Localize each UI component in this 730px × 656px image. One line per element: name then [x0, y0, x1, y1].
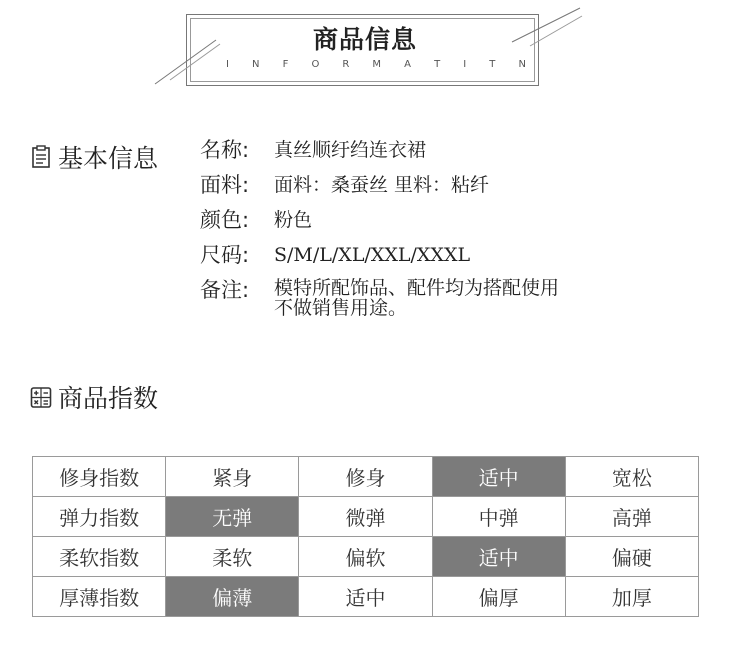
info-label: 颜色:: [200, 208, 250, 232]
section-product-index-heading: [30, 379, 158, 415]
note-line-2: 不做销售用途。: [274, 297, 408, 319]
index-option: 偏厚: [432, 577, 565, 617]
index-option: 适中: [299, 577, 432, 617]
info-label: 面料:: [200, 173, 250, 197]
subtitle-letter: N: [518, 59, 526, 70]
subtitle-letter: M: [372, 59, 382, 70]
index-option-selected: 偏薄: [166, 577, 299, 617]
subtitle-letter: I: [463, 59, 467, 70]
page-subtitle: [226, 59, 526, 70]
info-row-name: [200, 138, 640, 162]
info-value: [274, 278, 559, 318]
info-value: 真丝顺纡绉连衣裙: [274, 139, 427, 161]
info-value: 面料：桑蚕丝 里料：粘纤: [274, 174, 490, 196]
subtitle-letter: F: [282, 59, 289, 70]
index-option: 加厚: [565, 577, 698, 617]
index-option: 修身: [299, 457, 432, 497]
index-option: 偏软: [299, 537, 432, 577]
table-row: [33, 497, 699, 537]
index-option: 高弹: [565, 497, 698, 537]
note-line-1: 模特所配饰品、配件均为搭配使用: [274, 277, 560, 299]
info-value: 粉色: [274, 209, 313, 231]
info-label: 尺码:: [200, 243, 250, 267]
index-option-selected: 无弹: [166, 497, 299, 537]
subtitle-letter: T: [434, 59, 441, 70]
index-option-selected: 适中: [432, 537, 565, 577]
section-product-index-title: 商品指数: [58, 384, 159, 413]
product-index-table: [32, 456, 699, 617]
subtitle-letter: N: [252, 59, 260, 70]
page-title: 商品信息: [312, 25, 417, 54]
index-option: 中弹: [432, 497, 565, 537]
basic-info-list: [200, 138, 640, 329]
info-label: 名称:: [200, 138, 250, 162]
index-row-label: 修身指数: [33, 457, 166, 497]
subtitle-letter: R: [342, 59, 350, 70]
index-option: 偏硬: [565, 537, 698, 577]
table-row: [33, 537, 699, 577]
index-option: 宽松: [565, 457, 698, 497]
index-row-label: 弹力指数: [33, 497, 166, 537]
subtitle-letter: I: [226, 59, 229, 70]
index-row-label: 柔软指数: [33, 537, 166, 577]
info-row-fabric: [200, 173, 640, 197]
info-row-note: [200, 278, 640, 318]
section-basic-info-title: 基本信息: [58, 144, 159, 173]
info-row-color: [200, 208, 640, 232]
info-row-size: [200, 243, 640, 267]
index-row-label: 厚薄指数: [33, 577, 166, 617]
clipboard-icon: [30, 145, 52, 169]
table-row: [33, 577, 699, 617]
index-option: 微弹: [299, 497, 432, 537]
section-basic-info-heading: [30, 139, 158, 175]
index-option: 柔软: [166, 537, 299, 577]
info-value: S/M/L/XL/XXL/XXXL: [274, 244, 471, 266]
subtitle-letter: A: [404, 59, 411, 70]
calculator-icon: [30, 385, 52, 409]
subtitle-letter: O: [311, 59, 320, 70]
subtitle-letter: T: [489, 59, 496, 70]
table-row: [33, 457, 699, 497]
info-label: 备注:: [200, 278, 250, 302]
index-option: 紧身: [166, 457, 299, 497]
index-option-selected: 适中: [432, 457, 565, 497]
